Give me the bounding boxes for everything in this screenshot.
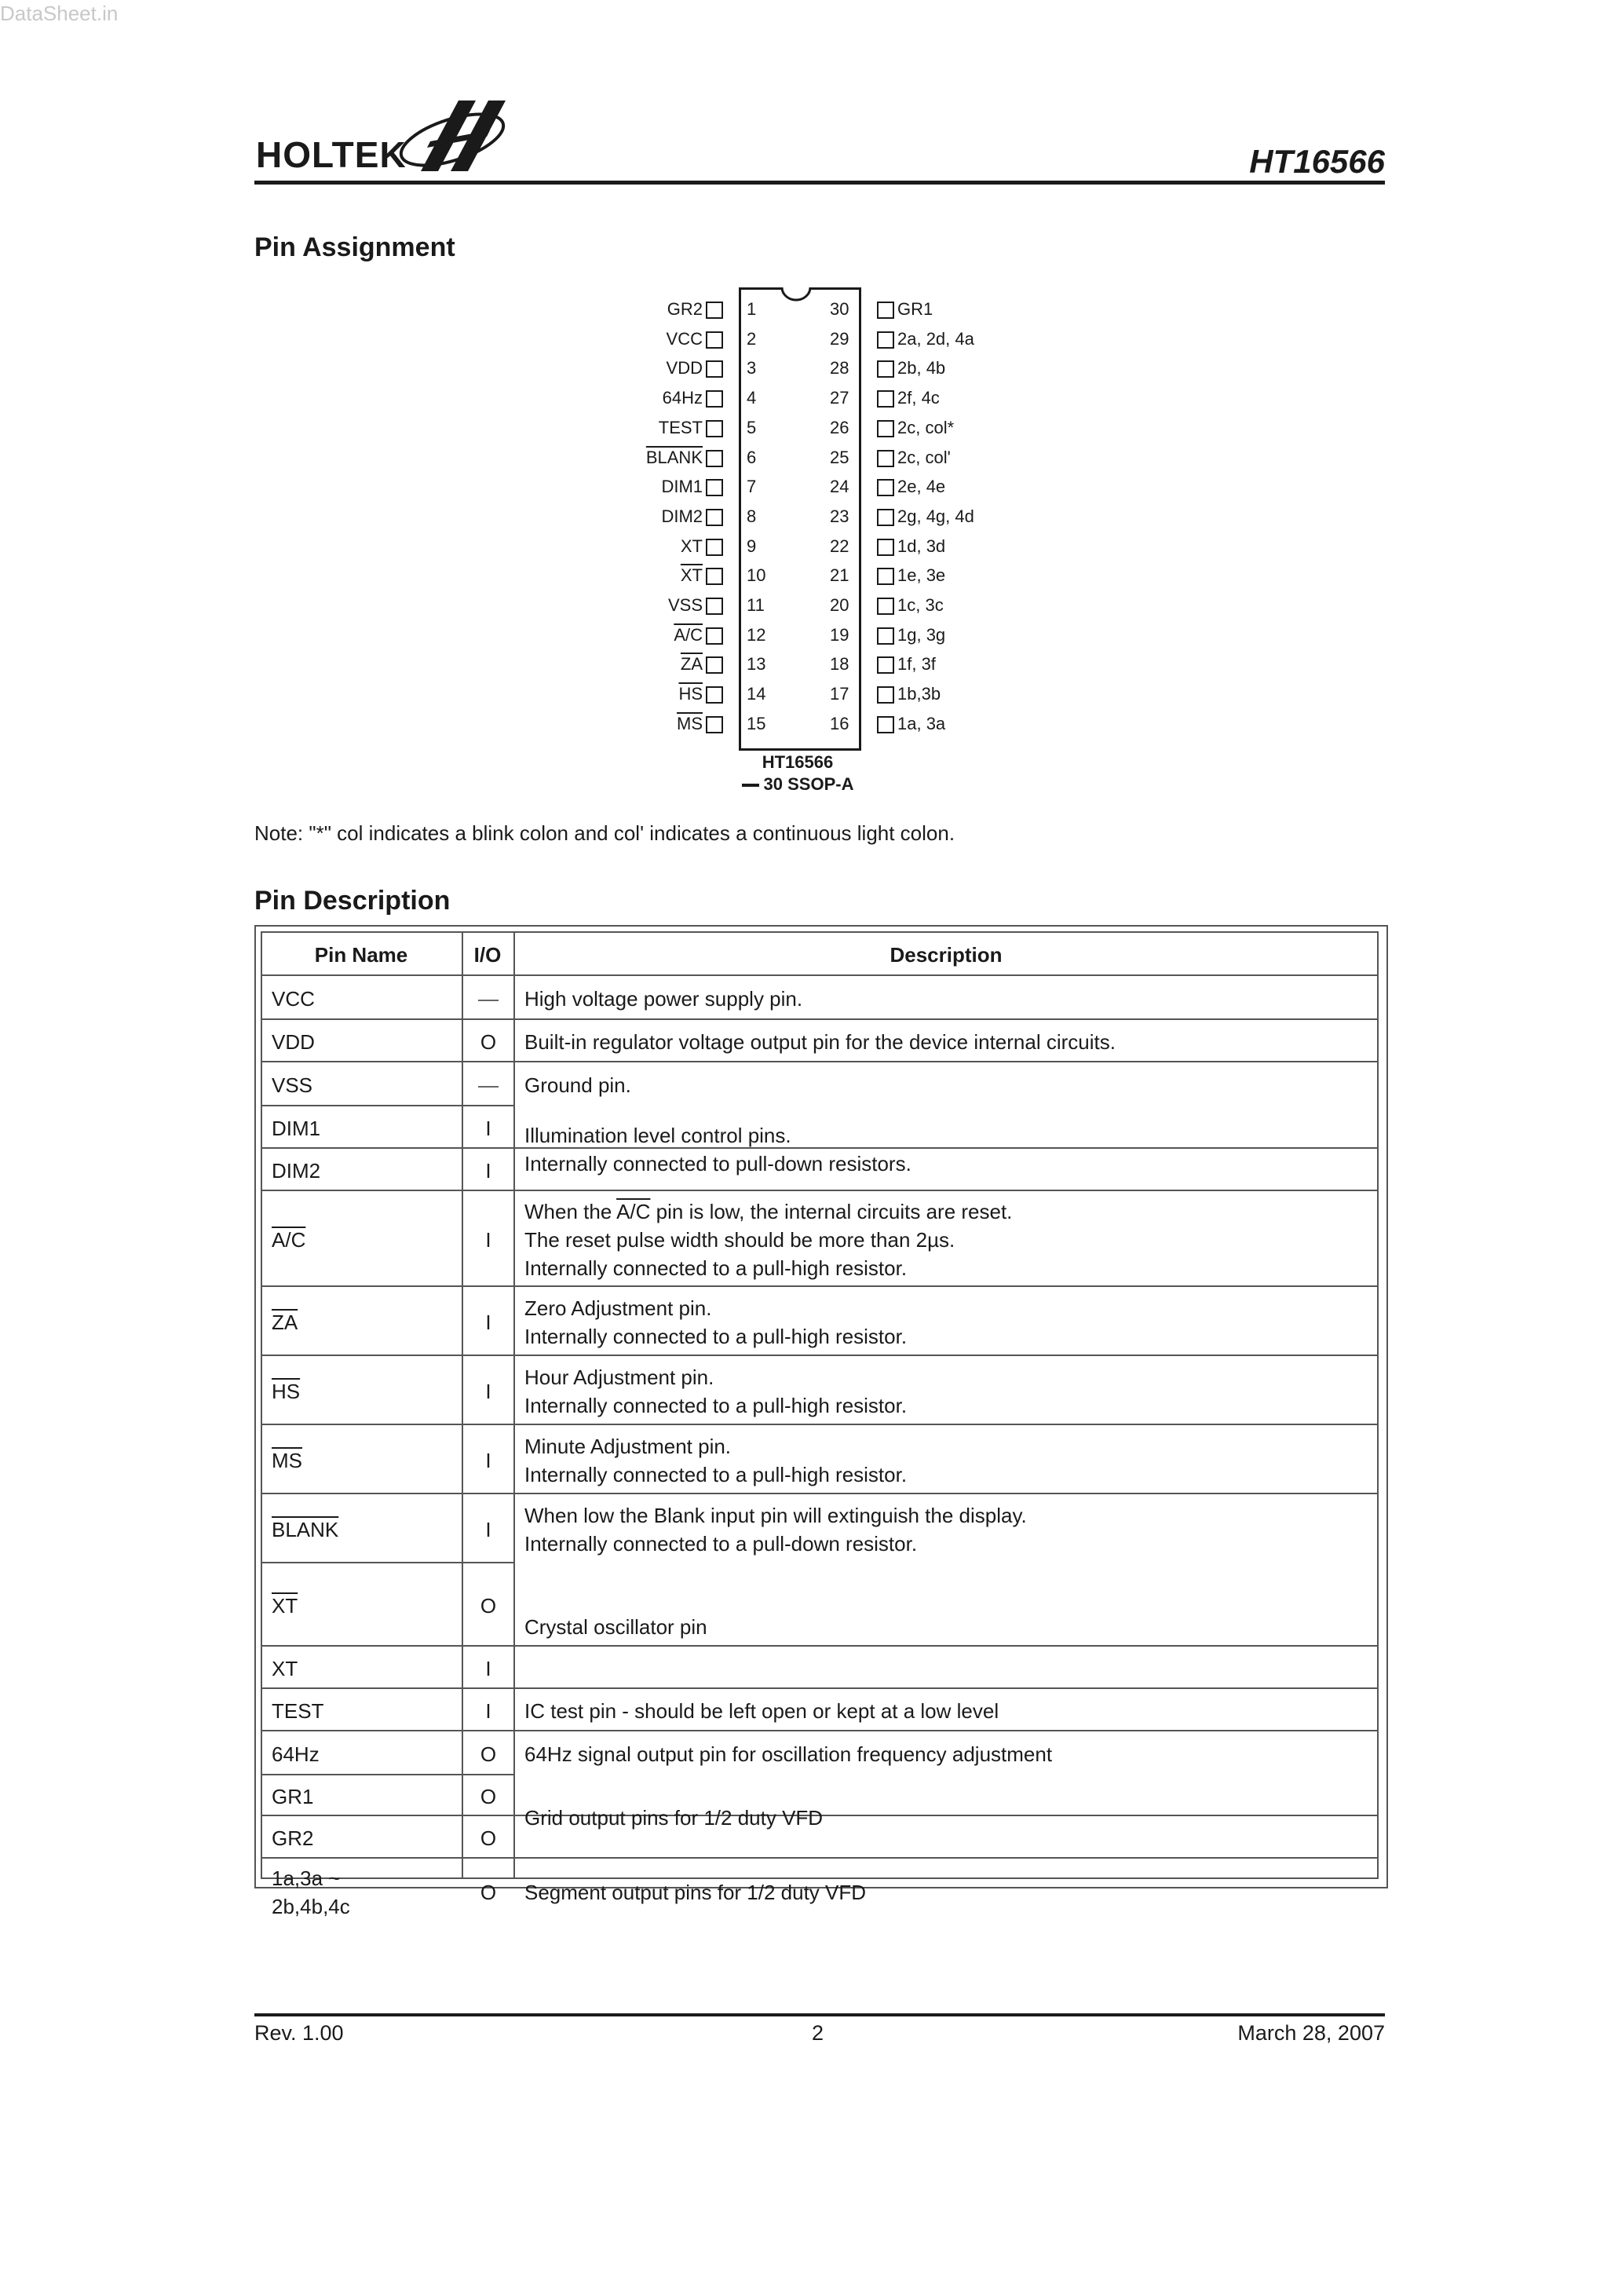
pin-name-cell [272, 1654, 298, 1683]
description-text: Built-in regulator voltage output pin for the device internal circuits. [524, 1030, 1116, 1054]
pin-name: A/C [674, 624, 703, 645]
section-title-pin-description: Pin Description [254, 886, 451, 916]
pin-pad-icon [706, 450, 723, 467]
pin-name-cell [272, 1782, 313, 1811]
table-row-divider [261, 1105, 515, 1106]
pin-name: 64Hz [662, 388, 703, 408]
description-cell [524, 1432, 907, 1489]
pin-name: 1g, 3g [897, 624, 946, 645]
io-cell: I [485, 1311, 491, 1334]
pin-name-cell [272, 985, 315, 1013]
description-cell [524, 1501, 1027, 1558]
pin-left-5 [582, 419, 739, 437]
overline-pin-ref: A/C [616, 1200, 651, 1223]
pin-right-24 [861, 477, 1065, 496]
pin-name: VCC [666, 328, 703, 349]
io-cell: I [485, 1117, 491, 1140]
pin-name-text: VDD [272, 1030, 315, 1054]
pin-number: 11 [747, 595, 765, 615]
pin-name-text: $\overline{HS}$ [272, 1380, 301, 1403]
pin-name-text: $\overline{ZA}$ [272, 1311, 298, 1334]
pin-name: GR1 [897, 299, 933, 319]
pin-name-cell [272, 1028, 315, 1056]
description-text: Zero Adjustment pin. [524, 1296, 712, 1320]
description-cell [524, 1740, 1052, 1768]
holtek-logo [256, 93, 515, 179]
pin-name: $\overline{ZA}$ [680, 654, 703, 675]
pin-left-7 [582, 477, 739, 496]
pin-name-text: A/C [272, 1228, 306, 1252]
description-cell [524, 1294, 907, 1351]
table-row-divider [261, 1018, 1379, 1020]
pin-left-3 [582, 359, 739, 378]
pin-left-10 [582, 566, 739, 585]
description-text: Grid output pins for 1/2 duty VFD [524, 1806, 824, 1830]
pin-pad-icon [877, 509, 894, 526]
pin-number: 24 [830, 477, 849, 497]
pin-name-text: VCC [272, 987, 315, 1011]
pin-name: 1d, 3d [897, 536, 946, 556]
pin-pad-icon [706, 598, 723, 615]
pin-pad-icon [706, 331, 723, 349]
pin-name-cell [272, 1592, 298, 1620]
pin-right-21 [861, 566, 1065, 585]
pin-pad-icon [877, 420, 894, 437]
package-notch-icon [780, 284, 812, 302]
description-cell [524, 1028, 1116, 1056]
pin-pad-icon [706, 479, 723, 496]
table-row-divider [261, 1285, 1379, 1287]
table-row-divider [261, 1645, 1379, 1647]
pin-left-8 [582, 507, 739, 526]
description-cell [524, 985, 802, 1013]
pin-left-12 [582, 626, 739, 645]
io-cell: O [480, 1594, 497, 1618]
description-text: Internally connected to pull-down resistors. [524, 1152, 911, 1175]
io-cell: I [485, 1699, 491, 1723]
table-row-divider [261, 1857, 1379, 1859]
no-io-dash-icon [478, 1000, 499, 1001]
chip-name-label: HT16566 [762, 752, 834, 772]
pin-number: 28 [830, 358, 849, 378]
pin-pad-icon [877, 656, 894, 674]
io-cell: O [480, 1785, 497, 1808]
io-cell: O [480, 1881, 497, 1904]
pin-name-cell [272, 1864, 350, 1921]
pin-pad-icon [877, 627, 894, 645]
description-text: Internally connected to a pull-down resistor. [524, 1532, 918, 1556]
table-row-divider [261, 1562, 515, 1563]
io-cell: I [485, 1449, 491, 1472]
io-cell: O [480, 1826, 497, 1850]
pin-name: 1b,3b [897, 684, 941, 704]
pin-name-cell [272, 1515, 338, 1544]
pin-name-text: DIM1 [272, 1117, 321, 1140]
pin-number: 17 [830, 684, 849, 704]
pin-number: 29 [830, 328, 849, 349]
description-cell [524, 1697, 999, 1725]
description-text: Internally connected to a pull-high resistor. [524, 1394, 908, 1417]
pin-name: $\overline{XT}$ [680, 565, 703, 586]
table-header-pin-name: Pin Name [314, 943, 408, 967]
pin-pad-icon [877, 686, 894, 704]
pin-name: GR2 [667, 299, 703, 319]
pin-name: DIM2 [661, 506, 703, 526]
pin-pad-icon [877, 450, 894, 467]
pin-number: 10 [747, 565, 766, 586]
package-text: 30 SSOP-A [763, 774, 854, 794]
pin-name-text: BLANK [272, 1518, 339, 1541]
pin-pad-icon [877, 331, 894, 349]
pin-name-cell [272, 1446, 302, 1475]
description-text: 64Hz signal output pin for oscillation frequency adjustment [524, 1742, 1053, 1766]
pin-pad-icon [706, 568, 723, 585]
description-text: Illumination level control pins. [524, 1124, 791, 1147]
table-row-divider [261, 1061, 1379, 1062]
pin-name: 2e, 4e [897, 477, 946, 497]
pin-pad-icon [706, 509, 723, 526]
pin-name-cell [272, 1740, 320, 1768]
pin-pad-icon [877, 302, 894, 319]
pin-name: 1e, 3e [897, 565, 946, 586]
pin-name: 2c, col* [897, 417, 955, 437]
description-text: Hour Adjustment pin. [524, 1366, 714, 1389]
description-cell-xt [524, 1613, 707, 1641]
table-column-divider [513, 931, 515, 1879]
pin-number: 20 [830, 595, 849, 615]
pin-number: 14 [747, 684, 766, 704]
description-text: Internally connected to a pull-high resistor. [524, 1256, 908, 1280]
logo-text: HOLTEK [256, 134, 407, 175]
pin-number: 9 [747, 536, 757, 556]
pin-right-16 [861, 715, 1065, 733]
io-cell: I [485, 1159, 491, 1183]
package-label [739, 774, 857, 795]
table-row-divider [261, 1687, 1379, 1689]
table-row-divider [261, 1190, 1379, 1191]
pin-name-text: 64Hz [272, 1742, 320, 1766]
pin-pad-icon [877, 479, 894, 496]
pin-number: 6 [747, 447, 757, 467]
pin-right-25 [861, 448, 1065, 467]
pin-name-cell [272, 1377, 300, 1406]
pin-number: 27 [830, 388, 849, 408]
pin-name-cell [272, 1824, 313, 1852]
table-body [261, 931, 1379, 1918]
pin-left-13 [582, 655, 739, 674]
description-text: The reset pulse width should be more than 2µs. [524, 1228, 955, 1252]
pin-number: 7 [747, 477, 757, 497]
description-cell [524, 1197, 1012, 1282]
pin-left-4 [582, 389, 739, 408]
io-cell: I [485, 1228, 491, 1252]
pin-name: 2a, 2d, 4a [897, 328, 974, 349]
table-row-divider [261, 1424, 1379, 1425]
io-cell: I [485, 1380, 491, 1403]
pin-number: 4 [747, 388, 757, 408]
pin-pad-icon [706, 656, 723, 674]
pin-pad-icon [706, 686, 723, 704]
pin-pad-icon [877, 539, 894, 556]
table-row-divider [261, 974, 1379, 976]
pin-name-text: DIM2 [272, 1159, 321, 1183]
pin-name: $\overline{MS}$ [677, 713, 703, 733]
io-cell: O [480, 1742, 497, 1766]
pin-right-22 [861, 537, 1065, 556]
pin-pad-icon [877, 360, 894, 378]
pin-name: 1c, 3c [897, 595, 944, 615]
pin-number: 13 [747, 654, 766, 675]
pin-number: 22 [830, 536, 849, 556]
pin-name-text: VSS [272, 1073, 313, 1097]
description-text: Segment output pins for 1/2 duty VFD [524, 1881, 867, 1904]
description-text: Ground pin. [524, 1073, 631, 1097]
pin-pad-icon [706, 390, 723, 408]
pin-right-26 [861, 419, 1065, 437]
pin-pad-icon [877, 568, 894, 585]
pin-name: 1a, 3a [897, 713, 946, 733]
pin-description-table [254, 925, 1388, 1918]
description-text: Minute Adjustment pin. [524, 1435, 732, 1458]
description-text: Crystal oscillator pin [524, 1615, 707, 1639]
pin-number: 19 [830, 624, 849, 645]
pin-name: XT [680, 536, 703, 556]
table-header-description: Description [890, 943, 1003, 967]
table-header-io: I/O [473, 943, 502, 967]
description-text: High voltage power supply pin. [524, 987, 803, 1011]
pin-name: VDD [666, 358, 703, 378]
io-cell: I [485, 1657, 491, 1680]
description-cell [524, 1878, 866, 1907]
pin-name-cell [272, 1114, 320, 1143]
pin-number: 30 [830, 299, 849, 319]
pin-right-29 [861, 330, 1065, 349]
pin-pad-icon [706, 716, 723, 733]
pin-name-text: GR1 [272, 1785, 314, 1808]
pin-left-14 [582, 685, 739, 704]
pin-name: 2c, col' [897, 447, 951, 467]
pin-name-cell [272, 1697, 323, 1725]
pin-number: 2 [747, 328, 757, 349]
pin-right-17 [861, 685, 1065, 704]
logo-mark-icon [389, 93, 515, 179]
description-cell-dim [524, 1121, 911, 1178]
pin-number: 3 [747, 358, 757, 378]
io-cell [463, 985, 513, 1013]
pin-number: 16 [830, 713, 849, 733]
pin-number: 15 [747, 713, 766, 733]
pin-name: VSS [667, 595, 703, 615]
pin-name: TEST [658, 417, 703, 437]
pin-name-cell [272, 1157, 320, 1185]
pin-note: Note: "*" col indicates a blink colon and col' indicates a continuous light colon. [254, 821, 955, 845]
pin-name: DIM1 [661, 477, 703, 497]
pin-name: $\overline{HS}$ [678, 684, 703, 704]
footer-rule [254, 2013, 1385, 2016]
pin-left-6 [582, 448, 739, 467]
footer-page-number: 2 [812, 2021, 824, 2045]
table-row-divider [261, 1730, 1379, 1731]
header-rule [254, 181, 1385, 185]
pin-number: 8 [747, 506, 757, 526]
pin-number: 26 [830, 417, 849, 437]
pin-name-text: 2b,4b,4c [272, 1895, 350, 1918]
pin-number: 18 [830, 654, 849, 675]
pin-right-28 [861, 359, 1065, 378]
pin-pad-icon [706, 360, 723, 378]
pin-left-2 [582, 330, 739, 349]
description-text: IC test pin - should be left open or kept at a low level [524, 1699, 999, 1723]
pin-name: 1f, 3f [897, 654, 936, 675]
pin-name-text: GR2 [272, 1826, 314, 1850]
pin-pad-icon [877, 598, 894, 615]
io-cell [463, 1071, 513, 1099]
footer-revision: Rev. 1.00 [254, 2021, 344, 2045]
package-dash-icon [742, 784, 759, 787]
pin-left-15 [582, 715, 739, 733]
pin-number: 23 [830, 506, 849, 526]
pin-pad-icon [877, 390, 894, 408]
pin-pad-icon [877, 716, 894, 733]
pin-name: 2f, 4c [897, 388, 940, 408]
pin-number: 12 [747, 624, 766, 645]
description-text: Internally connected to a pull-high resistor. [524, 1325, 908, 1348]
pin-pad-icon [706, 420, 723, 437]
pin-number: 21 [830, 565, 849, 586]
pin-right-30 [861, 300, 1065, 319]
pin-name-text: XT [272, 1657, 298, 1680]
pin-left-9 [582, 537, 739, 556]
pin-right-23 [861, 507, 1065, 526]
table-row-divider [261, 1355, 1379, 1356]
io-cell: O [480, 1030, 497, 1054]
io-cell: I [485, 1518, 491, 1541]
pin-name-text: $\overline{XT}$ [272, 1594, 298, 1618]
table-row-divider [261, 1774, 515, 1775]
pin-name-text: $\overline{MS}$ [272, 1449, 302, 1472]
document-title: HT16566 [1249, 143, 1385, 180]
pin-name-text: TEST [272, 1699, 324, 1723]
description-cell-gr [524, 1804, 823, 1832]
description-text: When the A/C pin is low, the internal circuits are reset. [524, 1200, 1013, 1223]
pin-number: 25 [830, 447, 849, 467]
description-text: When low the Blank input pin will extinguish the display. [524, 1504, 1027, 1527]
description-cell [524, 1363, 907, 1420]
pin-pad-icon [706, 302, 723, 319]
pin-right-20 [861, 596, 1065, 615]
description-text: Internally connected to a pull-high resistor. [524, 1463, 908, 1486]
pin-left-11 [582, 596, 739, 615]
pin-right-19 [861, 626, 1065, 645]
pin-right-27 [861, 389, 1065, 408]
pin-right-18 [861, 655, 1065, 674]
pin-name: 2b, 4b [897, 358, 946, 378]
section-title-pin-assignment: Pin Assignment [254, 232, 455, 262]
footer-date: March 28, 2007 [1237, 2021, 1385, 2045]
pin-left-1 [582, 300, 739, 319]
pin-pad-icon [706, 539, 723, 556]
no-io-dash-icon [478, 1086, 499, 1088]
pin-name: BLANK [645, 447, 703, 467]
pin-name-cell [272, 1308, 298, 1336]
pin-number: 5 [747, 417, 757, 437]
pin-name: 2g, 4g, 4d [897, 506, 974, 526]
pin-name-cell [272, 1071, 312, 1099]
watermark: DataSheet.in [0, 2, 119, 25]
pin-number: 1 [747, 299, 757, 319]
description-cell [524, 1071, 631, 1099]
pin-name-text: 1a,3a ~ [272, 1866, 341, 1890]
table-row-divider [261, 1493, 1379, 1494]
pin-name-cell [272, 1226, 305, 1254]
pin-pad-icon [706, 627, 723, 645]
